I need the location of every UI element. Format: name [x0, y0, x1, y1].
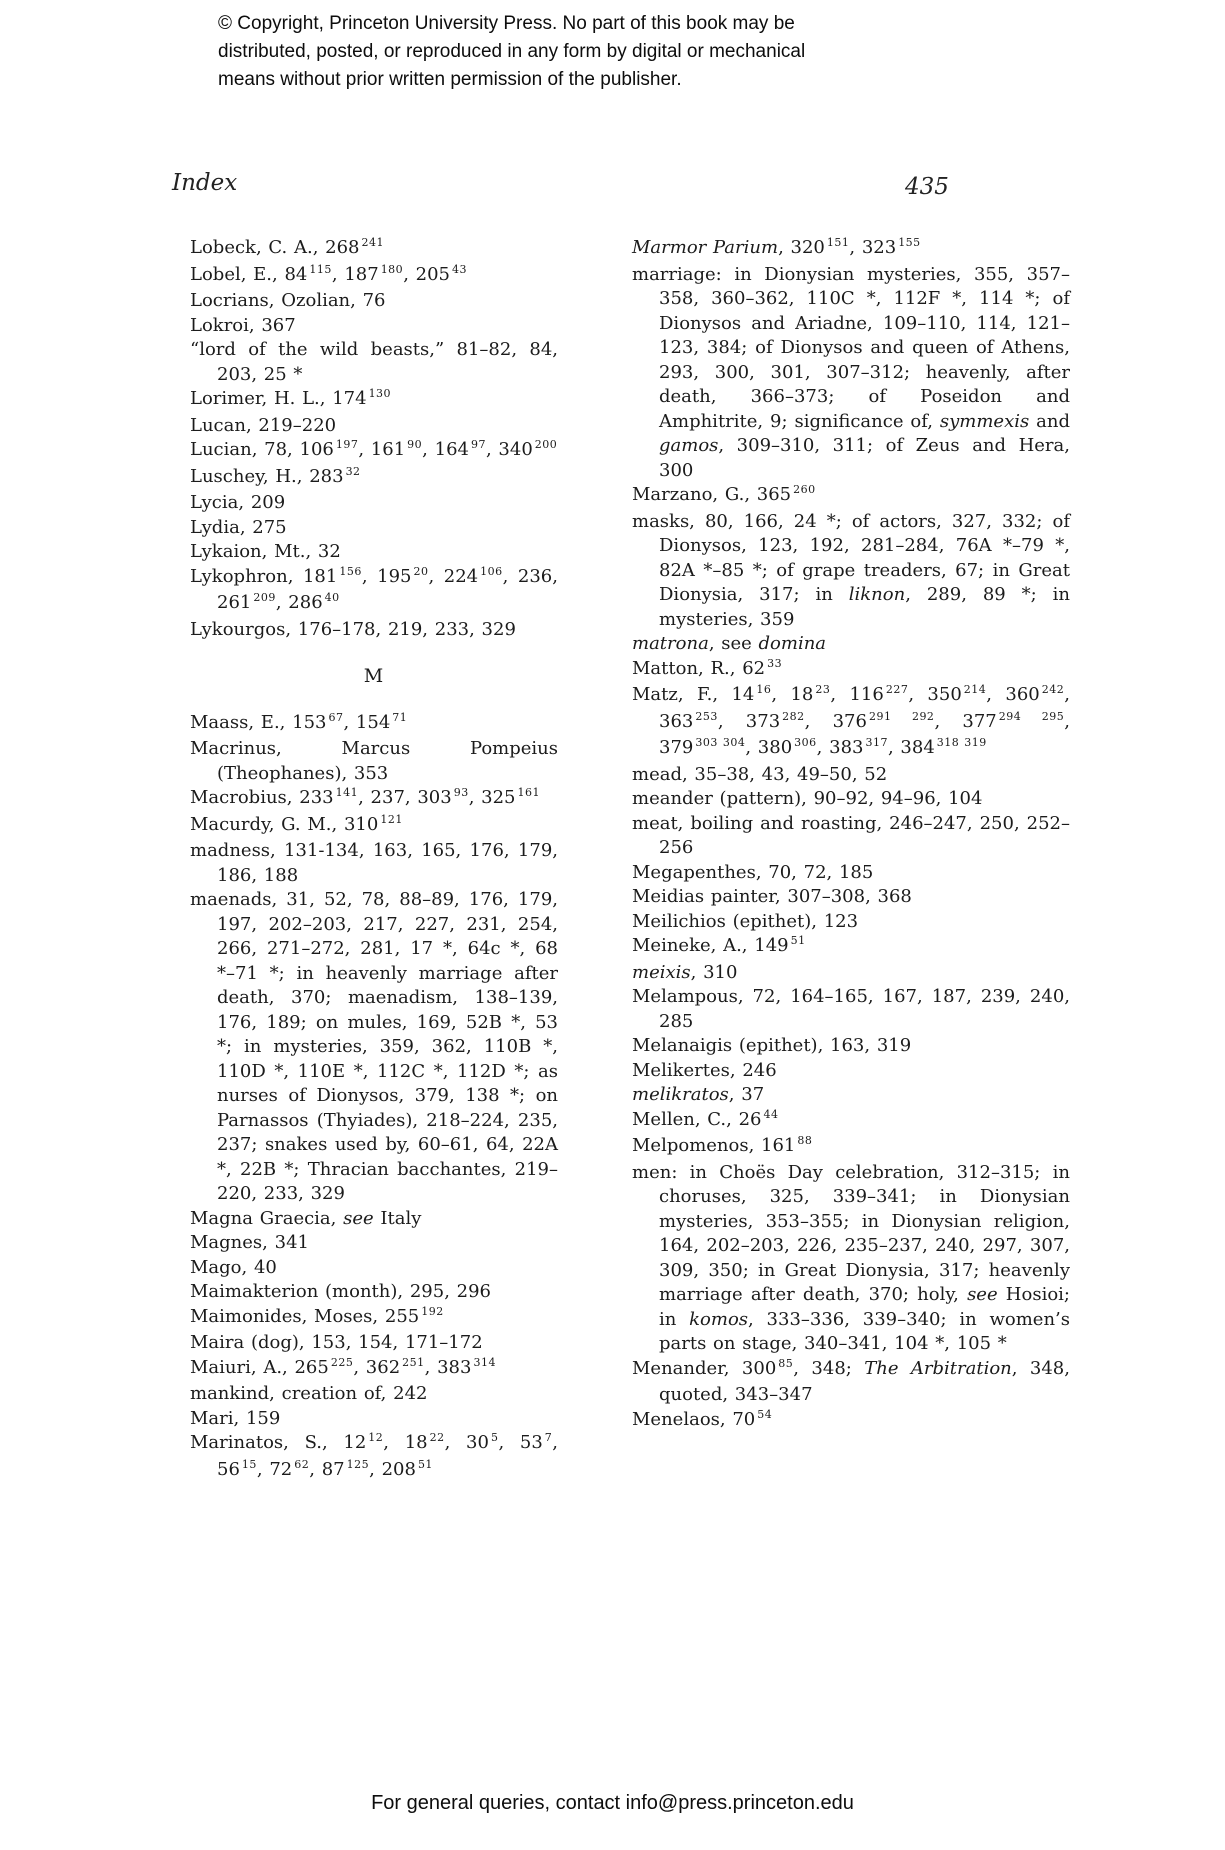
index-entry: Marmor Parium, 320 $^{151}$, 323 $^{155}$: [632, 236, 921, 258]
index-entry: Matz, F., 14 $^{16}$, 18 $^{23}$, 116 $^{227}$, 350 $^{214}$, 360 $^{242}$, 363 $^{253}$, 373 $^{282}$, 376 $^{291 292}$, 377 $^{294 295}$, 379 $^{303 304}$, 380 $^{306}$, 383 $^{317}$, 384 $^{318 319}$: [632, 683, 1070, 758]
index-entry: mankind, creation of, 242: [190, 1383, 428, 1404]
index-entry: Macrinus, Marcus Pompeius (Theophanes), 353: [190, 738, 558, 784]
index-entry: masks, 80, 166, 24 *; of actors, 327, 332; of Dionysos, 123, 192, 281–284, 76A *–79 *, 82A *–85 *; of grape treaders, 67; in Great Dionysia, 317; in liknon, 289, 89 *; in mysteries, 359: [632, 510, 1071, 630]
copyright-line: means without prior written permission of the publisher.: [218, 69, 682, 90]
index-entry: Meidias painter, 307–308, 368: [632, 886, 912, 907]
index-entry: Menander, 300 $^{85}$, 348; The Arbitration, 348, quoted, 343–347: [632, 1356, 1070, 1405]
index-entry: Lobel, E., 84 $^{115}$, 187 $^{180}$, 205 $^{43}$: [190, 262, 467, 285]
index-entry: Lycia, 209: [190, 492, 286, 513]
index-entry: Maiuri, A., 265 $^{225}$, 362 $^{251}$, 383 $^{314}$: [190, 1355, 496, 1378]
index-entry: matrona, see domina: [632, 633, 827, 654]
index-entry: Mago, 40: [190, 1256, 277, 1278]
index-entry: meixis, 310: [632, 961, 738, 983]
index-entry: meat, boiling and roasting, 246–247, 250, 252–256: [632, 812, 1070, 858]
index-entry: Lykourgos, 176–178, 219, 233, 329: [190, 618, 516, 640]
index-entry: meander (pattern), 90–92, 94–96, 104: [632, 788, 983, 809]
page-title: Index: [172, 170, 238, 196]
index-entry: Marzano, G., 365 $^{260}$: [632, 483, 816, 505]
index-entry: Meilichios (epithet), 123: [632, 910, 859, 932]
footer-text: For general queries, contact info@press.princeton.edu: [371, 1792, 854, 1814]
index-entry: Lydia, 275: [190, 516, 287, 538]
index-entry: Lucan, 219–220: [190, 414, 337, 436]
index-entry: Melpomenos, 161 $^{88}$: [632, 1134, 813, 1156]
index-entry: Megapenthes, 70, 72, 185: [632, 861, 874, 883]
copyright-line: distributed, posted, or reproduced in any form by digital or mechanical: [218, 41, 806, 62]
index-entry: marriage: in Dionysian mysteries, 355, 357–358, 360–362, 110C *, 112F *, 114 *; of Dionysos and Ariadne, 109–110, 114, 121–123, 384; of Dionysos and queen of Athens, 293, 300, 301, 307–312; heavenly, after death, 366–373; of Poseidon and Amphitrite, 9; significance of, symmexis and gamos, 309–310, 311; of Zeus and Hera, 300: [632, 263, 1070, 481]
index-entry: Melikertes, 246: [632, 1059, 777, 1081]
index-entry: Mari, 159: [190, 1407, 281, 1429]
index-entry: Macurdy, G. M., 310 $^{121}$: [190, 812, 403, 835]
index-entry: Maira (dog), 153, 154, 171–172: [190, 1332, 483, 1353]
index-entry: Luschey, H., 283 $^{32}$: [190, 464, 361, 487]
index-entry: Mellen, C., 26 $^{44}$: [632, 1107, 779, 1130]
page-number: 435: [905, 174, 949, 200]
index-entry: Lucian, 78, 106 $^{197}$, 161 $^{90}$, 164 $^{97}$, 340 $^{200}$: [190, 438, 558, 460]
index-entry: Magna Graecia, see Italy: [190, 1207, 422, 1229]
copyright-notice: [218, 10, 868, 94]
index-column-left: [190, 236, 558, 1484]
index-entry: mead, 35–38, 43, 49–50, 52: [632, 763, 888, 785]
index-entry: “lord of the wild beasts,” 81–82, 84, 203, 25 *: [190, 339, 558, 385]
index-entry: Melanaigis (epithet), 163, 319: [632, 1035, 912, 1056]
index-column-right: [632, 236, 1070, 1434]
index-entry: Maimonides, Moses, 255 $^{192}$: [190, 1304, 444, 1327]
index-entry: Lykaion, Mt., 32: [190, 541, 341, 562]
section-header: M: [363, 665, 385, 687]
index-entry: Lorimer, H. L., 174 $^{130}$: [190, 387, 392, 409]
index-entry: Meineke, A., 149 $^{51}$: [632, 934, 806, 956]
index-entry: melikratos, 37: [632, 1084, 765, 1105]
index-entry: Maimakterion (month), 295, 296: [190, 1281, 491, 1302]
index-entry: Matton, R., 62 $^{33}$: [632, 656, 783, 679]
index-entry: Maass, E., 153 $^{67}$, 154 $^{71}$: [190, 710, 408, 733]
index-entry: Lobeck, C. A., 268 $^{241}$: [190, 236, 384, 258]
index-entry: Menelaos, 70 $^{54}$: [632, 1407, 773, 1430]
index-entry: Macrobius, 233 $^{141}$, 237, 303 $^{93}$, 325 $^{161}$: [190, 786, 541, 808]
copyright-line: © Copyright, Princeton University Press. No part of this book may be: [218, 13, 795, 34]
index-entry: Marinatos, S., 12 $^{12}$, 18 $^{22}$, 30 $^5$, 53 $^7$, 56 $^{15}$, 72 $^{62}$, 87 $^{125}$, 208 $^{51}$: [190, 1431, 559, 1480]
index-entry: Lykophron, 181 $^{156}$, 195 $^{20}$, 224 $^{106}$, 236, 261 $^{209}$, 286 $^{40}$: [190, 564, 558, 613]
index-entry: Melampous, 72, 164–165, 167, 187, 239, 240, 285: [632, 986, 1070, 1032]
index-entry: Lokroi, 367: [190, 314, 296, 336]
index-entry: men: in Choës Day celebration, 312–315; in choruses, 325, 339–341; in Dionysian mysteries, 353–355; in Dionysian religion, 164, 202–203, 226, 235–237, 240, 297, 307, 309, 350; in Great Dionysia, 317; heavenly marriage after death, 370; holy, see Hosioi; in komos, 333–336, 339–340; in women’s parts on stage, 340–341, 104 *, 105 *: [632, 1161, 1070, 1354]
index-entry: madness, 131-134, 163, 165, 176, 179, 186, 188: [190, 840, 558, 886]
index-entry: Locrians, Ozolian, 76: [190, 290, 386, 311]
index-entry: maenads, 31, 52, 78, 88–89, 176, 179, 197, 202–203, 217, 227, 231, 254, 266, 271–272, 281, 17 *, 64c *, 68 *–71 *; in heavenly marriage after death, 370; maenadism, 138–139, 176, 189; on mules, 169, 52B *, 53 *; in mysteries, 359, 362, 110B *, 110D *, 110E *, 112C *, 112D *; as nurses of Dionysos, 379, 138 *; on Parnassos (Thyiades), 218–224, 235, 237; snakes used by, 60–61, 64, 22A *, 22B *; Thracian bacchantes, 219–220, 233, 329: [190, 889, 558, 1204]
index-entry: Magnes, 341: [190, 1232, 309, 1253]
